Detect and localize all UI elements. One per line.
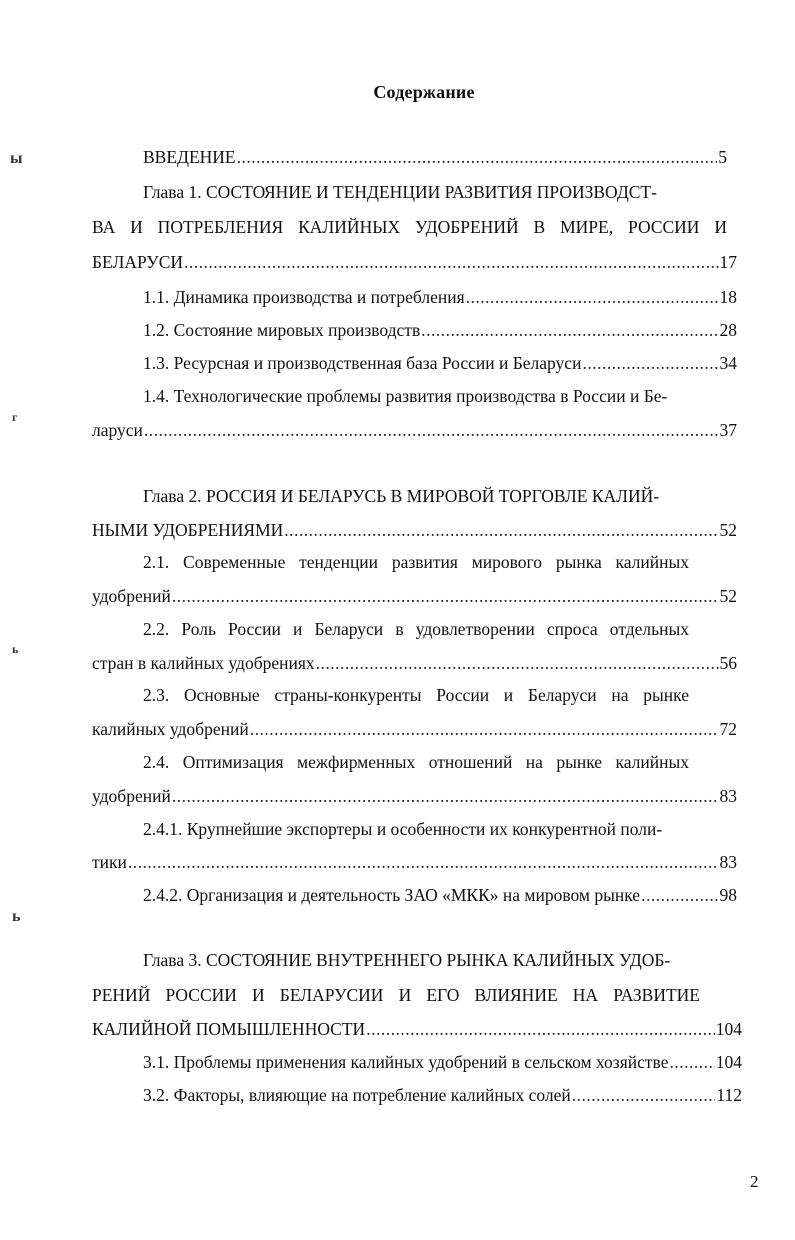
leader-dots bbox=[641, 883, 718, 907]
toc-entry-2-3[interactable] bbox=[92, 717, 737, 741]
entry-page: 83 bbox=[719, 786, 737, 806]
leader-dots bbox=[316, 651, 719, 675]
entry-page: 37 bbox=[719, 420, 737, 440]
leader-dots bbox=[250, 717, 719, 741]
entry-title: НЫМИ УДОБРЕНИЯМИ bbox=[92, 520, 284, 540]
toc-entry-2-4[interactable] bbox=[92, 784, 737, 808]
toc-entry-1-4[interactable] bbox=[92, 418, 737, 442]
entry-title: 2.4.2. Организация и деятельность ЗАО «МКК» на мировом рынке bbox=[143, 885, 641, 905]
toc-entry-chapter-3[interactable] bbox=[92, 1017, 742, 1041]
toc-entry-2-1-line[interactable]: 2.1. Современные тенденции развития мирового рынка калийных bbox=[143, 552, 689, 572]
entry-title: тики bbox=[92, 852, 127, 872]
margin-mark: ь bbox=[12, 642, 19, 656]
entry-title: ВВЕДЕНИЕ bbox=[143, 147, 236, 167]
toc-entry-1-2[interactable] bbox=[143, 318, 737, 342]
toc-entry-2-4-line[interactable]: 2.4. Оптимизация межфирменных отношений на рынке калийных bbox=[143, 752, 689, 772]
toc-entry-chapter-1-line[interactable]: Глава 1. СОСТОЯНИЕ И ТЕНДЕНЦИИ РАЗВИТИЯ ПРОИЗВОДСТ- bbox=[143, 182, 657, 202]
entry-title: 1.3. Ресурсная и производственная база России и Беларуси bbox=[143, 353, 582, 373]
entry-title: 3.1. Проблемы применения калийных удобрений в сельском хозяйстве bbox=[143, 1052, 669, 1072]
toc-entry-chapter-2-line[interactable]: Глава 2. РОССИЯ И БЕЛАРУСЬ В МИРОВОЙ ТОРГОВЛЕ КАЛИЙ- bbox=[143, 486, 660, 506]
toc-entry-3-1[interactable] bbox=[143, 1050, 742, 1074]
leader-dots bbox=[284, 518, 718, 542]
leader-dots bbox=[172, 784, 719, 808]
toc-entry-chapter-3-line[interactable]: РЕНИЙ РОССИИ И БЕЛАРУСИИ И ЕГО ВЛИЯНИЕ НА РАЗВИТИЕ bbox=[92, 985, 700, 1005]
entry-page: 18 bbox=[719, 287, 737, 307]
toc-entry-3-2[interactable] bbox=[143, 1083, 742, 1107]
entry-title: БЕЛАРУСИ bbox=[92, 252, 184, 272]
entry-page: 104 bbox=[715, 1019, 742, 1039]
margin-mark: г bbox=[12, 410, 18, 424]
leader-dots bbox=[172, 584, 719, 608]
entry-page: 34 bbox=[719, 353, 737, 373]
toc-entry-2-4-1-line[interactable]: 2.4.1. Крупнейшие экспортеры и особенности их конкурентной поли- bbox=[143, 819, 663, 839]
toc-entry-1-1[interactable] bbox=[143, 285, 737, 309]
toc-entry-1-4-line[interactable]: 1.4. Технологические проблемы развития производства в России и Бе- bbox=[143, 386, 668, 406]
toc-entry-2-4-2[interactable] bbox=[143, 883, 737, 907]
toc-entry-2-1[interactable] bbox=[92, 584, 737, 608]
leader-dots bbox=[237, 145, 718, 169]
leader-dots bbox=[366, 1017, 715, 1041]
leader-dots bbox=[421, 318, 718, 342]
leader-dots bbox=[466, 285, 719, 309]
toc-entry-2-3-line[interactable]: 2.3. Основные страны-конкуренты России и Беларуси на рынке bbox=[143, 685, 689, 705]
entry-title: 3.2. Факторы, влияющие на потребление калийных солей bbox=[143, 1085, 571, 1105]
entry-page: 52 bbox=[719, 586, 737, 606]
entry-page: 98 bbox=[719, 885, 737, 905]
entry-title: КАЛИЙНОЙ ПОМЫШЛЕННОСТИ bbox=[92, 1019, 366, 1039]
entry-title: стран в калийных удобрениях bbox=[92, 653, 315, 673]
entry-page: 72 bbox=[719, 719, 737, 739]
entry-title: калийных удобрений bbox=[92, 719, 249, 739]
margin-mark: ы bbox=[10, 150, 23, 167]
entry-title: 1.1. Динамика производства и потребления bbox=[143, 287, 465, 307]
toc-entry-chapter-2[interactable] bbox=[92, 518, 737, 542]
toc-entry-chapter-3-line[interactable]: Глава 3. СОСТОЯНИЕ ВНУТРЕННЕГО РЫНКА КАЛИЙНЫХ УДОБ- bbox=[143, 950, 671, 970]
toc-entry-chapter-1[interactable] bbox=[92, 250, 737, 274]
leader-dots bbox=[582, 351, 718, 375]
entry-page: 52 bbox=[719, 520, 737, 540]
leader-dots bbox=[669, 1050, 714, 1074]
entry-page: 5 bbox=[718, 147, 727, 167]
entry-title: удобрений bbox=[92, 786, 171, 806]
entry-page: 28 bbox=[719, 320, 737, 340]
entry-title: ларуси bbox=[92, 420, 143, 440]
leader-dots bbox=[144, 418, 719, 442]
toc-entry-2-2-line[interactable]: 2.2. Роль России и Беларуси в удовлетворении спроса отдельных bbox=[143, 619, 689, 639]
toc-entry-intro[interactable] bbox=[143, 145, 727, 169]
leader-dots bbox=[572, 1083, 716, 1107]
leader-dots bbox=[184, 250, 718, 274]
entry-page: 56 bbox=[719, 653, 737, 673]
toc-entry-chapter-1-line[interactable]: ВА И ПОТРЕБЛЕНИЯ КАЛИЙНЫХ УДОБРЕНИЙ В МИРЕ, РОССИИ И bbox=[92, 217, 727, 237]
page-title: Содержание bbox=[373, 82, 475, 102]
entry-page: 83 bbox=[719, 852, 737, 872]
entry-title: 1.2. Состояние мировых производств bbox=[143, 320, 421, 340]
entry-page: 104 bbox=[715, 1052, 742, 1072]
entry-page: 112 bbox=[716, 1085, 742, 1105]
page-number: 2 bbox=[750, 1172, 759, 1191]
toc-entry-2-4-1[interactable] bbox=[92, 850, 737, 874]
leader-dots bbox=[128, 850, 719, 874]
toc-entry-1-3[interactable] bbox=[143, 351, 737, 375]
entry-title: удобрений bbox=[92, 586, 171, 606]
margin-mark: ь bbox=[12, 908, 21, 925]
toc-entry-2-2[interactable] bbox=[92, 651, 737, 675]
entry-page: 17 bbox=[719, 252, 737, 272]
